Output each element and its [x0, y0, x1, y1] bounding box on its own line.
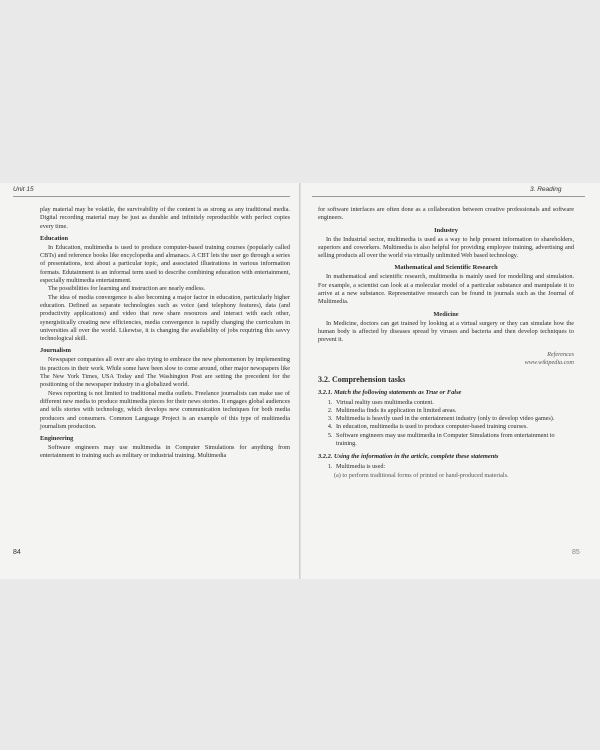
section-title: 3.2. Comprehension tasks: [318, 374, 406, 384]
medicine-heading: Medicine: [433, 310, 459, 318]
research-heading: Mathematical and Scientific Research: [394, 264, 498, 272]
research-paragraph: In mathematical and scientific research, multimedia is mainly used for modelling and simulation. For example, a scientist can look at a molecular model of a particular substance and manipulate it to arrive at a new substance. Representative research can be found in journals such as the Journal of Multimedia.: [318, 273, 574, 306]
right-page-number: 85: [572, 549, 580, 556]
task-2-subitem: (a) to perform traditional forms of printed or hand-produced materials.: [334, 471, 509, 479]
references-label: References: [547, 350, 574, 358]
left-header-rule: [13, 196, 290, 197]
task-2-title: 3.2.2. Using the information in the article, complete these statements: [318, 453, 499, 461]
industry-paragraph: In the Industrial sector, multimedia is used as a way to help present information to shareholders, superiors and coworkers. Multimedia is also helpful for providing employee training, advertising and selling products all over the world via virtually unlimited Web based technology.: [318, 235, 574, 260]
journalism-paragraph-2: News reporting is not limited to traditional media outlets. Freelance journalists can make use of different new media to produce multimedia pieces for their news stories. It engages global audiences and tells stories with technology, which develops new communication techniques for both media producers and consumers. Common Language Project is an example of this type of multimedia journalism production.: [40, 389, 290, 430]
engineering-paragraph-1: Software engineers may use multimedia in Computer Simulations for anything from entertainment to training such as military or industrial training. Multimedia: [40, 444, 290, 460]
education-heading: Education: [40, 234, 69, 242]
left-page-number: 84: [13, 549, 21, 556]
task-1-list: [318, 399, 574, 449]
education-paragraph-2: The possibilities for learning and instruction are nearly endless.: [48, 285, 206, 293]
task-1-item: 1. Virtual reality uses multimedia content.: [334, 399, 574, 407]
references-block: [318, 351, 574, 367]
journalism-heading: Journalism: [40, 347, 71, 355]
book-gutter: [299, 183, 301, 579]
right-intro-paragraph: for software interfaces are often done as a collaboration between creative professionals and software engineers.: [318, 206, 574, 222]
task-2-list: [318, 463, 574, 471]
right-page-body: [318, 206, 574, 480]
task-2-item: 1. Multimedia is used:: [334, 463, 574, 471]
right-running-head: 3. Reading: [530, 186, 562, 193]
engineering-heading: Engineering: [40, 435, 74, 443]
right-header-rule: [312, 196, 585, 197]
left-running-head: Unit 15: [13, 186, 34, 193]
left-intro-paragraph: play material may be volatile, the survivability of the content is as strong as any traditional media. Digital recording material may be just as durable and infinitely reproducible with perfect copies every time.: [40, 206, 290, 230]
education-paragraph-1: In Education, multimedia is used to produce computer-based training courses (popularly called CBTs) and reference books like encyclopedia and almanacs. A CBT lets the user go through a series of presentations, text about a particular topic, and associated illustrations in various information formats. Edutainment is an informal term used to describe combining education with entertainment, especially multimedia entertainment.: [40, 243, 290, 285]
education-paragraph-3: The idea of media convergence is also becoming a major factor in education, particularly higher education. Defined as separate technologies such as voice (and telephony features), data (and productivity applications) and video that now share resources and interact with each other, synergistically creating new efficiencies, media convergence is rapidly changing the curriculum in universities all over the world. Likewise, it is changing the availability of jobs requiring this savvy technological skill.: [40, 293, 290, 343]
task-1-title: 3.2.1. Match the following statements as True or False: [318, 388, 462, 396]
medicine-paragraph: In Medicine, doctors can get trained by looking at a virtual surgery or they can simulate how the human body is affected by diseases spread by viruses and bacteria and then develop techniques to prevent it.: [318, 319, 574, 344]
task-1-item: 2. Multimedia finds its application in limited areas.: [334, 407, 574, 415]
task-1-item: 3. Multimedia is heavily used in the entertainment industry (only to develop video games).: [334, 415, 574, 423]
left-page-body: [40, 206, 290, 461]
journalism-paragraph-1: Newspaper companies all over are also trying to embrace the new phenomenon by implementing its practices in their work. While some have been slow to come around, other major newspapers like The New York Times, USA Today and The Washington Post are setting the precedent for the positioning of the newspaper industry in a globalized world.: [40, 356, 290, 389]
task-1-item: 5. Software engineers may use multimedia in Computer Simulations from entertainment to training.: [334, 432, 574, 449]
references-source: www.wikipedia.com: [524, 358, 574, 366]
industry-heading: Industry: [434, 226, 458, 234]
task-1-item: 4. In education, multimedia is used to produce computer-based training courses.: [334, 423, 574, 431]
